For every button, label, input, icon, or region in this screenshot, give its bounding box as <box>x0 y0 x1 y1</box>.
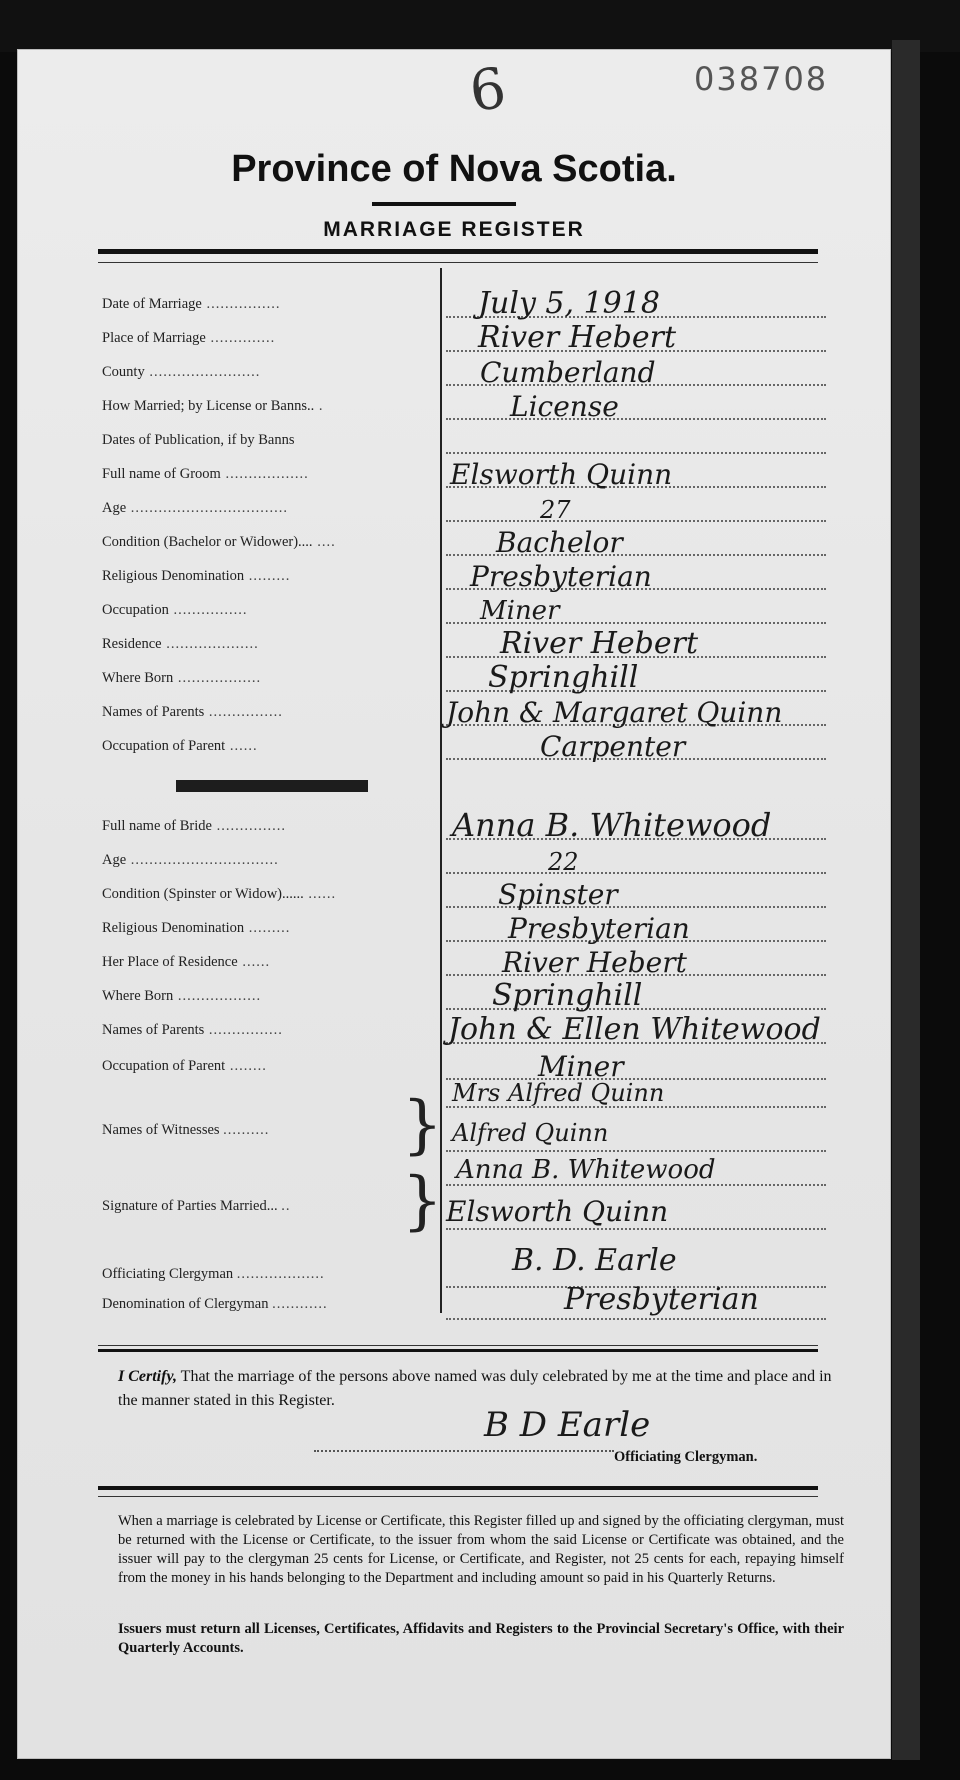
field-value: Anna B. Whitewood <box>452 806 772 844</box>
notice-rule-thick <box>98 1486 818 1490</box>
parties-label: Signature of Parties Married... .. <box>102 1198 291 1214</box>
field-label: Where Born .................. <box>102 670 262 686</box>
field-value: River Hebert <box>478 320 677 355</box>
field-label-text: Condition (Spinster or Widow)...... <box>102 886 304 902</box>
field-value: Cumberland <box>480 356 656 389</box>
field-label-text: Residence <box>102 636 162 652</box>
field-label: Condition (Bachelor or Widower).... .... <box>102 534 336 550</box>
field-label-text: Names of Parents <box>102 1022 205 1038</box>
certificate-rule-thick <box>98 1349 818 1352</box>
field-label-text: Occupation of Parent <box>102 1058 226 1074</box>
witness-line-2 <box>446 1150 826 1152</box>
field-value: July 5, 1918 <box>478 286 660 321</box>
handwritten-annotation: 6 <box>465 55 510 126</box>
certification-statement <box>118 1365 838 1413</box>
field-value: River Hebert <box>502 946 687 979</box>
party-2-signature: Elsworth Quinn <box>446 1195 669 1228</box>
page-title: Province of Nova Scotia. <box>231 148 677 190</box>
witness-2-value: Alfred Quinn <box>452 1119 609 1147</box>
clergyman-denomination-label: Denomination of Clergyman ............ <box>102 1296 328 1312</box>
field-label-text: Names of Parents <box>102 704 205 720</box>
field-label-text: Full name of Groom <box>102 466 221 482</box>
title-rule <box>372 202 516 206</box>
certifying-signature: B D Earle <box>484 1405 651 1445</box>
field-label: Occupation ................ <box>102 602 248 618</box>
field-label-text: Place of Marriage <box>102 330 206 346</box>
party-1-signature: Anna B. Whitewood <box>456 1155 716 1185</box>
field-dotted-line <box>446 1078 826 1080</box>
return-instructions: When a marriage is celebrated by License or Certificate, this Register filled up and signed by the officiating clergyman, must be returned with the License or Certificate, to the issuer from whom the said License or Certificate was obtained, and the issuer will pay to the clergyman 25 cents for License, or Certificate, and Register, not 25 cents for each, repaying himself from the money in his hands belonging to the Department and including amount so paid in his Quarterly Returns. <box>118 1513 844 1586</box>
field-value: Springhill <box>488 660 639 695</box>
field-dotted-line <box>446 452 826 454</box>
field-label: County ........................ <box>102 364 261 380</box>
field-value: Carpenter <box>540 730 686 763</box>
field-label-text: Full name of Bride <box>102 818 212 834</box>
field-label: Occupation of Parent ...... <box>102 738 258 754</box>
field-label: Condition (Spinster or Widow)...... ...... <box>102 886 337 902</box>
field-dotted-line <box>446 520 826 522</box>
field-value: Bachelor <box>496 526 623 559</box>
scan-frame-top <box>0 0 960 52</box>
party-line-2 <box>446 1228 826 1230</box>
field-value: Presbyterian <box>508 912 690 945</box>
issuer-instructions: Issuers must return all Licenses, Certificates, Affidavits and Registers to the Provincial Secretary's Office, with their Quarterly Accounts. <box>118 1621 844 1656</box>
field-value: 22 <box>548 848 579 876</box>
header-rule-thin <box>98 262 818 263</box>
field-label: Her Place of Residence ...... <box>102 954 271 970</box>
field-label <box>102 432 432 449</box>
field-label-text: How Married; by License or Banns.. <box>102 398 315 414</box>
field-value: Springhill <box>492 978 643 1013</box>
serial-number: 038708 <box>694 60 829 98</box>
witness-1-value: Mrs Alfred Quinn <box>452 1079 665 1107</box>
field-label: Occupation of Parent ........ <box>102 1058 267 1074</box>
field-value: Presbyterian <box>470 560 652 593</box>
field-label: Date of Marriage ................ <box>102 296 281 312</box>
clergyman-denomination-line <box>446 1318 826 1320</box>
field-label: Religious Denomination ......... <box>102 920 291 936</box>
field-value: Miner <box>538 1050 624 1083</box>
groom-bride-separator <box>176 780 368 792</box>
field-label-text: Date of Marriage <box>102 296 202 312</box>
field-label: Place of Marriage .............. <box>102 330 276 346</box>
witnesses-brace: } <box>402 1088 443 1162</box>
field-label-text: Her Place of Residence <box>102 954 238 970</box>
field-value: 27 <box>540 496 571 524</box>
field-value: John & Ellen Whitewood <box>448 1012 821 1047</box>
field-label: Full name of Bride ............... <box>102 818 286 834</box>
certificate-rule-thin <box>98 1345 818 1346</box>
field-label-text: Where Born <box>102 988 174 1004</box>
field-dotted-line <box>446 872 826 874</box>
field-label: Residence .................... <box>102 636 259 652</box>
field-label-text: Age <box>102 852 127 868</box>
field-value: John & Margaret Quinn <box>446 696 783 729</box>
field-label-text: Occupation <box>102 602 169 618</box>
field-label: How Married; by License or Banns.. . <box>102 398 324 414</box>
certify-text: That the marriage of the persons above named was duly celebrated by me at the time and place and in the manner stated in this Register. <box>118 1368 832 1409</box>
officiating-clergyman-value: B. D. Earle <box>512 1243 677 1278</box>
field-label-text: County <box>102 364 145 380</box>
field-label-text: Dates of Publication, if by Banns <box>102 432 295 448</box>
signature-line <box>314 1450 614 1452</box>
certify-lead: I Certify, <box>118 1368 177 1385</box>
field-value: Elsworth Quinn <box>450 458 673 491</box>
paper-stack-edge <box>892 40 920 1760</box>
witnesses-label: Names of Witnesses .......... <box>102 1122 270 1138</box>
field-label: Age .................................. <box>102 500 289 516</box>
page-subtitle: MARRIAGE REGISTER <box>323 218 585 241</box>
field-label-text: Occupation of Parent <box>102 738 226 754</box>
field-label: Age ................................ <box>102 852 279 868</box>
field-value: License <box>510 390 619 423</box>
field-label: Full name of Groom .................. <box>102 466 309 482</box>
field-label-text: Where Born <box>102 670 174 686</box>
field-value: Spinster <box>498 878 618 911</box>
field-label-text: Religious Denomination <box>102 568 245 584</box>
officiating-clergyman-label: Officiating Clergyman ................... <box>102 1266 325 1282</box>
clergyman-denomination-value: Presbyterian <box>564 1282 759 1317</box>
parties-brace: } <box>402 1164 443 1238</box>
field-value: Miner <box>480 596 560 626</box>
field-label-text: Condition (Bachelor or Widower).... <box>102 534 313 550</box>
field-label: Names of Parents ................ <box>102 704 283 720</box>
notice-rule-thin <box>98 1496 818 1497</box>
field-label: Names of Parents ................ <box>102 1022 283 1038</box>
field-label-text: Age <box>102 500 127 516</box>
field-value: River Hebert <box>500 626 699 661</box>
field-label: Where Born .................. <box>102 988 262 1004</box>
field-dotted-line <box>446 418 826 420</box>
field-label: Religious Denomination ......... <box>102 568 291 584</box>
field-label-text: Religious Denomination <box>102 920 245 936</box>
signature-caption: Officiating Clergyman. <box>614 1449 758 1465</box>
header-rule-thick <box>98 249 818 254</box>
